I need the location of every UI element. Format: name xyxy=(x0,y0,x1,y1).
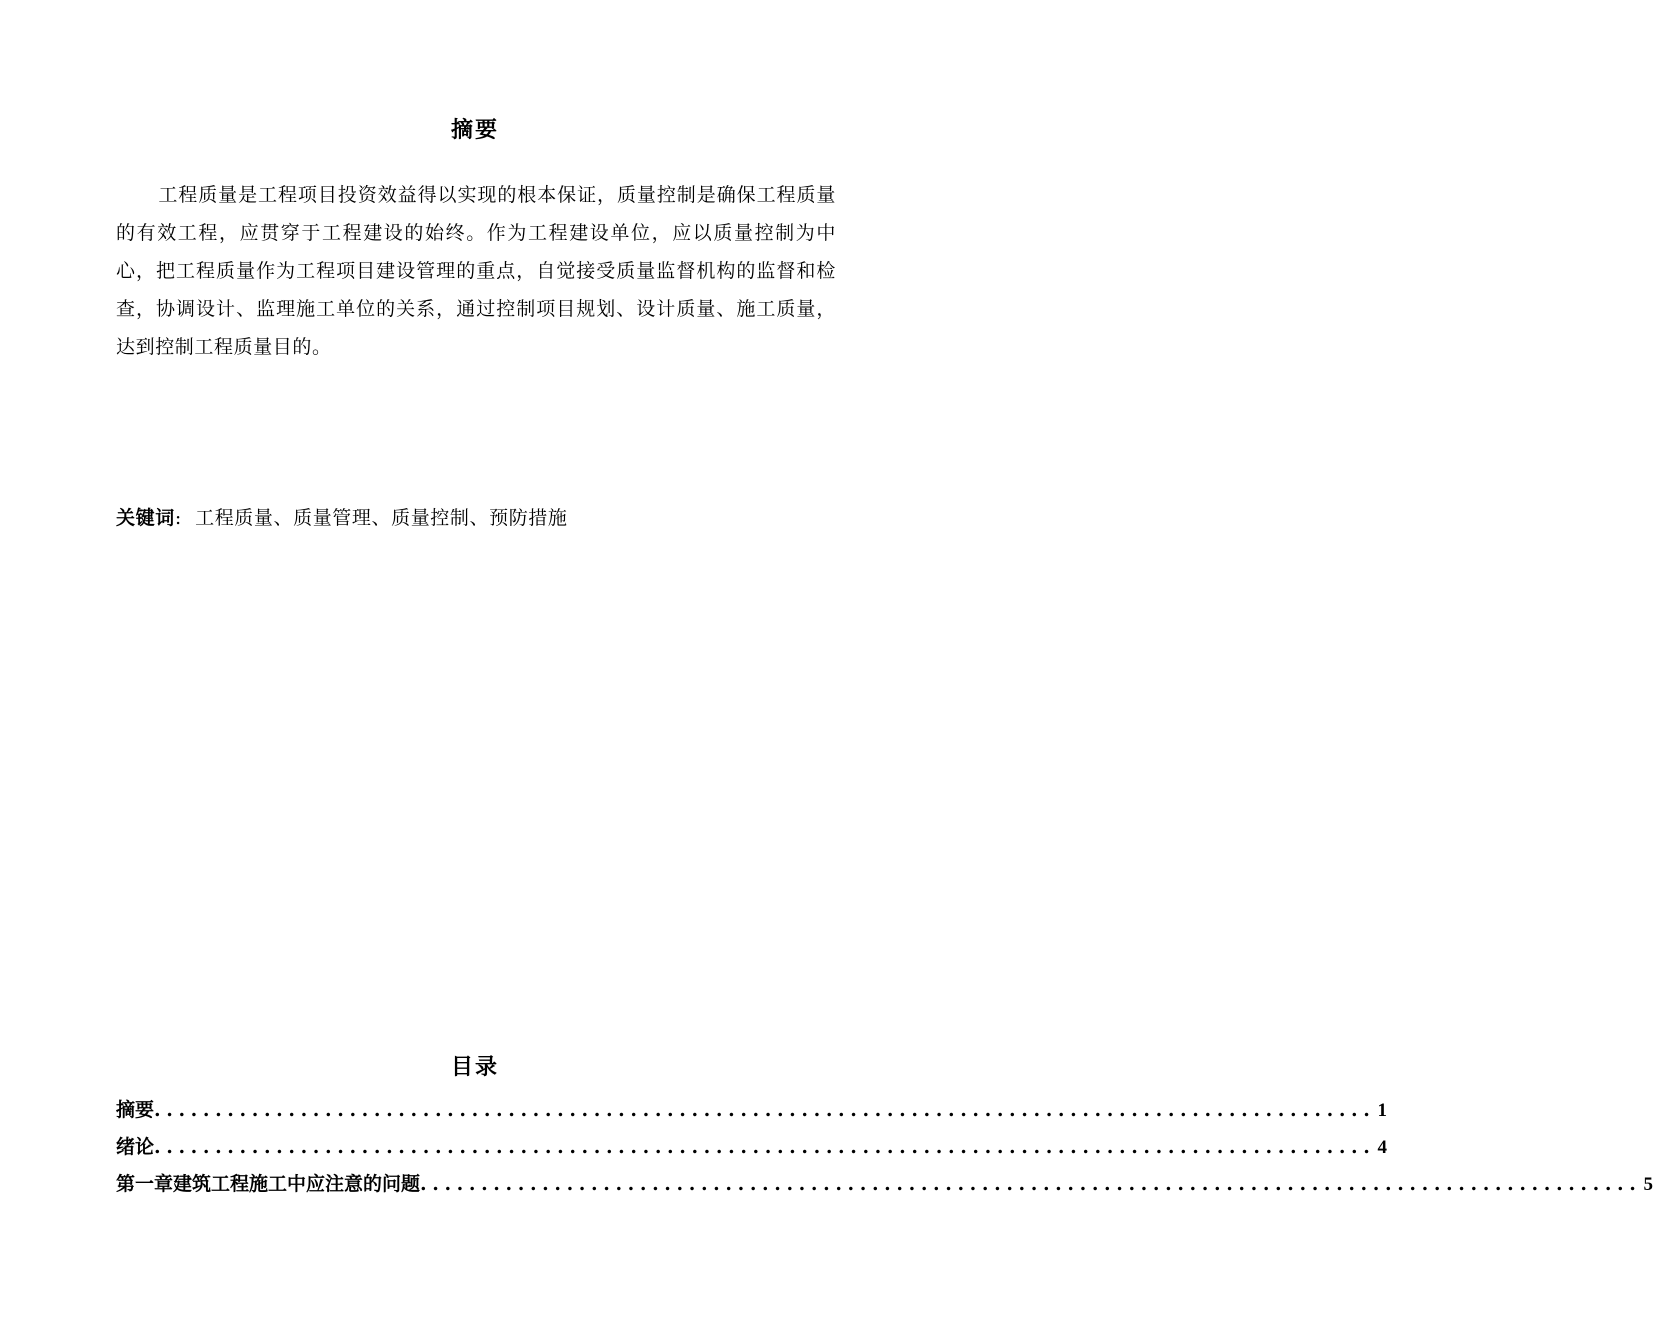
toc-entry-text: 第一章建筑工程施工中应注意的问题 xyxy=(116,1173,421,1195)
toc-leader-dots: .................................................................................................... xyxy=(154,1099,1376,1121)
abstract-title: 摘要 xyxy=(450,117,499,143)
toc-entry-page: 1 xyxy=(1377,1100,1387,1121)
abstract-text: 工程质量是工程项目投资效益得以实现的根本保证，质量控制是确保工程质量的有效工程，应贯穿于工程建设的始终。作为工程建设单位，应以质量控制为中心，把工程质量作为工程项目建设管理的重点，自觉接受质量监督机构的监督和检查，协调设计、监理施工单位的关系，通过控制项目规划、设计质量、施工质量，达到控制工程质量目的。 xyxy=(116,184,836,358)
toc-entry-chapter-1[interactable] xyxy=(116,1168,1653,1205)
toc-entry-abstract[interactable] xyxy=(116,1094,1387,1131)
keywords-value: 工程质量、质量管理、质量控制、预防措施 xyxy=(195,507,568,529)
toc-title: 目录 xyxy=(450,1054,499,1080)
table-of-contents xyxy=(116,1094,1653,1205)
keywords-line xyxy=(116,502,836,534)
keywords-separator: : xyxy=(174,507,182,529)
toc-leader-dots: .................................................................................................... xyxy=(154,1136,1376,1158)
abstract-paragraph xyxy=(116,176,836,366)
toc-entry-page: 5 xyxy=(1643,1174,1653,1195)
toc-entry-text: 摘要 xyxy=(116,1099,155,1121)
keywords-label: 关键词 xyxy=(116,507,175,529)
toc-entry-text: 绪论 xyxy=(116,1136,155,1158)
toc-leader-dots: .................................................................................................... xyxy=(420,1173,1642,1195)
toc-entry-page: 4 xyxy=(1377,1137,1387,1158)
toc-entry-introduction[interactable] xyxy=(116,1131,1387,1168)
